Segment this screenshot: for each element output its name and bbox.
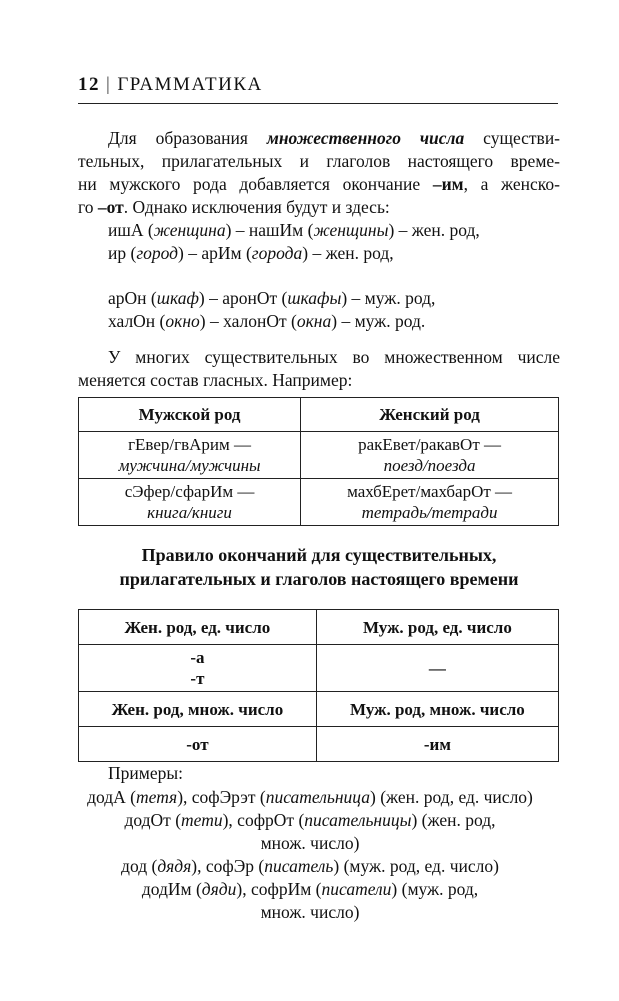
col-header-masc-plural: Муж. род, множ. число xyxy=(316,692,558,727)
intro-line: ни мужского рода добавляется окончание –им, а женско- xyxy=(78,174,560,194)
col-header-fem-plural: Жен. род, множ. число xyxy=(79,692,317,727)
running-header xyxy=(78,74,263,96)
table-subheader-row xyxy=(79,692,559,727)
example-line: додОт (тети), софрОт (писательницы) (жен. род, xyxy=(124,810,496,830)
table-row xyxy=(79,645,559,692)
table-cell: -им xyxy=(316,727,558,762)
ending-ot: –от xyxy=(97,197,124,217)
intro-line: тельных, прилагательных и глаголов настоящего време- xyxy=(78,151,560,171)
table-cell: -а -т xyxy=(79,645,317,692)
header-rule xyxy=(78,103,558,104)
rule-heading: Правило окончаний для существительных, прилагательных и глаголов настоящего времени xyxy=(119,545,519,589)
vowels-paragraph: У многих существительных во множественном числе меняется состав гласных. Например: xyxy=(78,347,560,390)
endings-table xyxy=(78,609,559,762)
table-cell: гЕвер/гвАрим — мужчина/мужчины xyxy=(79,432,301,479)
exceptions-masculine xyxy=(108,287,435,333)
exception-line: халОн (окно) – халонОт (окна) – муж. род. xyxy=(108,311,426,331)
table-row xyxy=(79,432,559,479)
table-header-row xyxy=(79,398,559,432)
table-header-row xyxy=(79,610,559,645)
intro-line: Для образования множественного числа существи- xyxy=(108,128,561,148)
intro-line: го –от. Однако исключения будут и здесь: xyxy=(78,197,390,217)
example-line: додИм (дяди), софрИм (писатели) (муж. род, xyxy=(141,879,479,899)
example-line: додА (тетя), софЭрэт (писательница) (жен. род, ед. число) xyxy=(87,787,533,807)
table-cell: сЭфер/сфарИм — книга/книги xyxy=(79,479,301,526)
section-title: ГРАММАТИКА xyxy=(117,74,263,95)
table-row xyxy=(79,479,559,526)
table-cell: ракЕвет/ракавОт — поезд/поезда xyxy=(301,432,559,479)
gender-plural-table xyxy=(78,397,559,526)
intro-paragraph xyxy=(78,127,560,219)
header-separator: | xyxy=(106,74,112,95)
col-header-fem-singular: Жен. род, ед. число xyxy=(79,610,317,645)
col-header-masculine: Мужской род xyxy=(79,398,301,432)
exception-line: ишА (женщина) – нашИм (женщины) – жен. род, xyxy=(108,220,480,240)
table-cell: — xyxy=(316,645,558,692)
example-line: множ. число) xyxy=(260,902,360,922)
term-plural: множественного числа xyxy=(266,128,465,148)
col-header-feminine: Женский род xyxy=(301,398,559,432)
examples-list xyxy=(60,786,560,924)
col-header-masc-singular: Муж. род, ед. число xyxy=(316,610,558,645)
table-row xyxy=(79,727,559,762)
exceptions-feminine xyxy=(108,219,480,265)
exception-line: ир (город) – арИм (города) – жен. род, xyxy=(108,243,394,263)
example-line: множ. число) xyxy=(260,833,360,853)
example-line: дод (дядя), софЭр (писатель) (муж. род, ед. число) xyxy=(121,856,499,876)
examples-title: Примеры: xyxy=(108,763,183,783)
page-number: 12 xyxy=(78,74,100,95)
ending-im: –им xyxy=(432,174,464,194)
exception-line: арОн (шкаф) – аронОт (шкафы) – муж. род, xyxy=(108,288,436,308)
table-cell: -от xyxy=(79,727,317,762)
table-cell: махбЕрет/махбарОт — тетрадь/тетради xyxy=(301,479,559,526)
